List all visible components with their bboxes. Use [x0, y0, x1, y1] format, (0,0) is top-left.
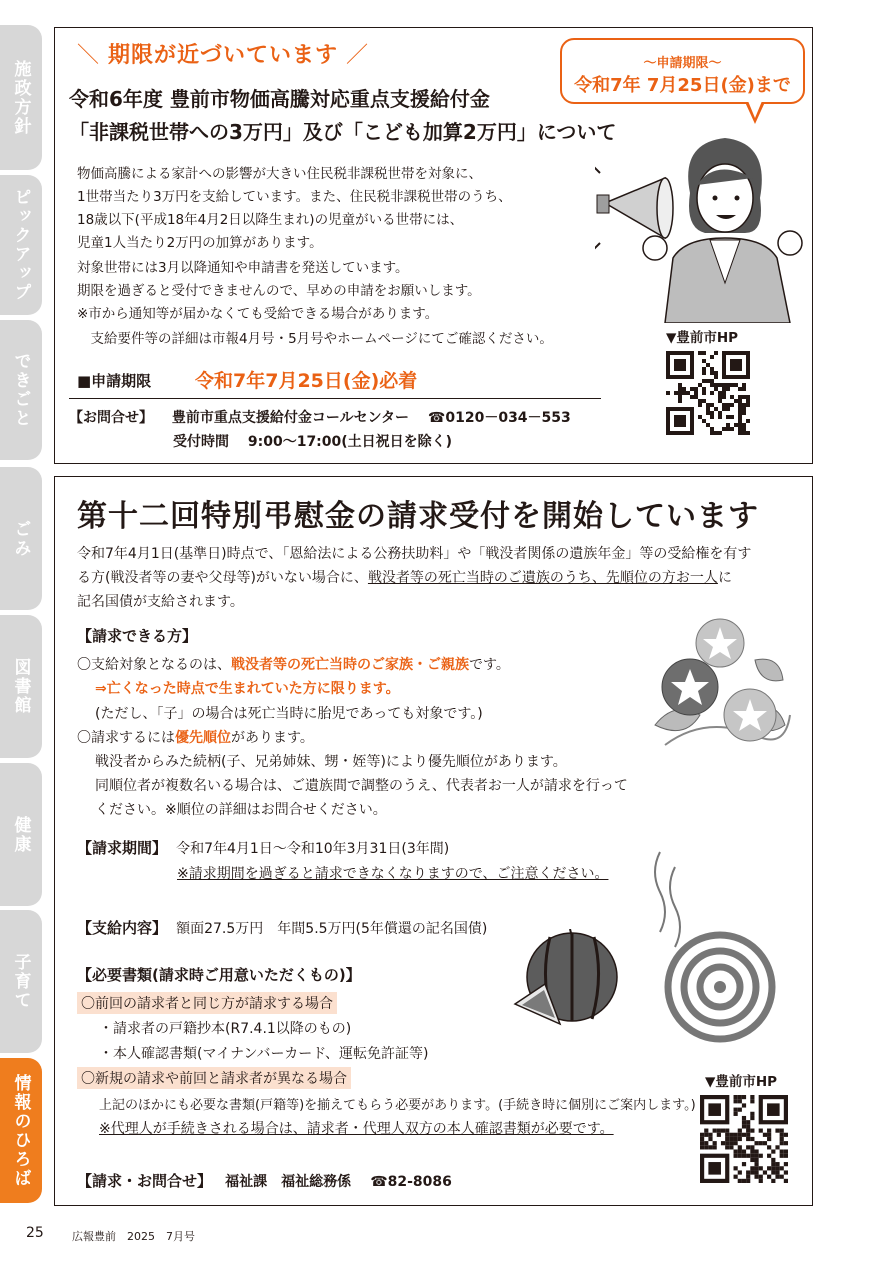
section-heading-inquiry: 【請求・お問合せ】	[77, 1172, 213, 1190]
emphasis: 戦没者等の死亡当時のご家族・ご親族	[231, 657, 469, 673]
contact-block	[69, 398, 601, 451]
hours-value: 9:00～17:00(土日祝日を除く)	[247, 434, 453, 450]
intro-line: 令和7年4月1日(基準日)時点で、「恩給法による公務扶助料」や「戦没者関係の遺族年金」等の受給権を有す	[77, 546, 752, 562]
body-line: 児童1人当たり2万円の加算があります。	[77, 235, 323, 251]
period-value: 令和7年4月1日～令和10年3月31日(3年間)	[176, 841, 450, 857]
period-row	[77, 837, 449, 858]
eligible-line: 戦没者からみた続柄(子、兄弟姉妹、甥・姪等)により優先順位があります。	[95, 754, 567, 770]
contact-name: 豊前市重点支援給付金コールセンター	[171, 410, 410, 426]
intro-line: 記名国債が支給されます。	[77, 594, 244, 610]
text: 〇請求するには	[77, 730, 175, 746]
bubble-tail-inner	[748, 101, 762, 118]
tab-label: 情報のひろば	[10, 1073, 31, 1188]
benefit-notice-box	[54, 27, 813, 464]
intro-line	[77, 567, 732, 587]
content-value: 額面27.5万円 年間5.5万円(5年償還の記名国債)	[176, 921, 488, 937]
text: があります。	[231, 730, 314, 746]
docs-case2-text: 上記のほかにも必要な書類(戸籍等)を揃えてもらう必要があります。(手続き時に個別にご案内します。)	[99, 1098, 696, 1113]
qr-label: ▼豊前市HP	[666, 330, 739, 346]
morning-glory-illustration	[645, 615, 795, 765]
tab-label: ごみ	[10, 519, 31, 558]
qr-code-icon[interactable]	[666, 351, 750, 435]
tab-label: 健康	[10, 815, 31, 854]
notice-headline: 第十二回特別弔慰金の請求受付を開始しています	[77, 499, 759, 534]
docs-case2-note: ※代理人が手続きされる場合は、請求者・代理人双方の本人確認書類が必要です。	[99, 1121, 614, 1137]
publication-name: 広報豊前 2025 7月号	[72, 1230, 195, 1243]
tab-pickup[interactable]	[0, 175, 42, 315]
page-number: 25	[26, 1225, 44, 1241]
intro-underlined: 戦没者等の死亡当時のご遺族のうち、先順位の方お一人	[367, 570, 718, 586]
notice-title-line1: 令和6年度 豊前市物価高騰対応重点支援給付金	[69, 87, 490, 111]
body-line: 1世帯当たり3万円を支給しています。また、住民税非課税世帯のうち、	[77, 189, 512, 205]
text: 〇支給対象となるのは、	[77, 657, 231, 673]
bubble-caption: ～申請期限～	[643, 56, 722, 71]
eligible-line: (ただし、「子」の場合は死亡当時に胎児であっても対象です。)	[95, 706, 483, 722]
deadline-label: ■申請期限	[77, 372, 152, 390]
tab-health[interactable]	[0, 763, 42, 906]
contact-label: 【お問合せ】	[69, 410, 153, 426]
eligible-line: ください。※順位の詳細はお問合せください。	[95, 802, 387, 818]
deadline-banner: ＼ 期限が近づいています ／	[77, 43, 370, 68]
deadline-value: 令和7年7月25日(金)必着	[195, 370, 418, 392]
tab-childcare[interactable]	[0, 910, 42, 1053]
deadline-banner-text: 期限が近づいています	[108, 43, 339, 68]
content-row	[77, 917, 487, 938]
watermelon-illustration	[510, 929, 620, 1029]
docs-item: ・本人確認書類(マイナンバーカード、運転免許証等)	[99, 1046, 429, 1062]
docs-case2-label: 〇新規の請求や前回と請求者が異なる場合	[77, 1067, 351, 1089]
tab-policy[interactable]	[0, 25, 42, 170]
tab-events[interactable]	[0, 320, 42, 460]
woman-megaphone-illustration	[595, 123, 810, 323]
hours-label: 受付時間	[173, 434, 229, 450]
eligible-line	[77, 654, 510, 674]
docs-case1-label: 〇前回の請求者と同じ方が請求する場合	[77, 992, 337, 1014]
intro-text: る方(戦没者等の妻や父母等)がいない場合に、	[77, 570, 368, 586]
bubble-date: 令和7年 7月25日(金)まで	[574, 75, 791, 96]
inquiry-row	[77, 1170, 452, 1191]
body-line: 18歳以下(平成18年4月2日以降生まれ)の児童がいる世帯には、	[77, 212, 464, 228]
section-heading-documents: 【必要書類(請求時ご用意いただくもの)】	[77, 966, 361, 984]
mosquito-coil-illustration	[645, 847, 795, 1057]
eligible-line: 同順位者が複数名いる場合は、ご遺族間で調整のうえ、代表者お一人が請求を行って	[95, 778, 628, 794]
contact-phone[interactable]: ☎0120－034－553	[427, 410, 571, 426]
deadline-bubble	[560, 38, 805, 104]
tab-garbage[interactable]	[0, 467, 42, 610]
tab-label: 子育て	[10, 953, 31, 1010]
qr-code-icon[interactable]	[700, 1095, 788, 1183]
notice-title-line2: 「非課税世帯への3万円」及び「こども加算2万円」について	[69, 120, 617, 144]
body-line: 対象世帯には3月以降通知や申請書を発送しています。	[77, 260, 409, 276]
tab-info[interactable]	[0, 1058, 42, 1203]
inquiry-dept: 福祉課 福祉総務係	[225, 1174, 352, 1190]
body-line: 支給要件等の詳細は市報4月号・5月号やホームページにてご確認ください。	[77, 331, 553, 347]
section-heading-eligible: 【請求できる方】	[77, 627, 198, 645]
body-line: 物価高騰による家計への影響が大きい住民税非課税世帯を対象に、	[77, 166, 482, 182]
text: です。	[469, 657, 510, 673]
inquiry-phone[interactable]: ☎82-8086	[370, 1174, 452, 1190]
qr-label: ▼豊前市HP	[705, 1074, 778, 1090]
eligible-line: ⇒亡くなった時点で生まれていた方に限ります。	[95, 681, 400, 697]
condolence-notice-box	[54, 476, 813, 1206]
intro-text: に	[717, 570, 732, 586]
eligible-line	[77, 727, 314, 747]
docs-item: ・請求者の戸籍抄本(R7.4.1以降のもの)	[99, 1021, 352, 1037]
section-heading-content: 【支給内容】	[77, 919, 168, 937]
tab-label: 施政方針	[10, 59, 31, 136]
period-note: ※請求期間を過ぎると請求できなくなりますので、ご注意ください。	[177, 866, 609, 882]
tab-library[interactable]	[0, 615, 42, 758]
tab-label: ピックアップ	[10, 188, 31, 302]
body-line: 期限を過ぎると受付できませんので、早めの申請をお願いします。	[77, 283, 481, 299]
section-heading-period: 【請求期間】	[77, 839, 168, 857]
tab-label: できごと	[10, 352, 31, 428]
emphasis: 優先順位	[175, 730, 231, 746]
body-line: ※市から通知等が届かなくても受給できる場合があります。	[77, 306, 439, 322]
tab-label: 図書館	[10, 658, 31, 715]
